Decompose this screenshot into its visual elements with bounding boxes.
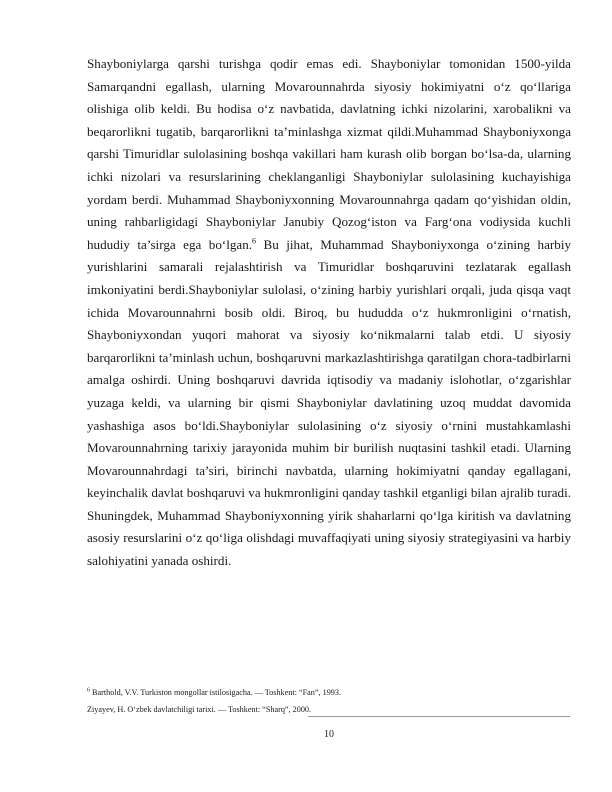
footnote-6 [87, 685, 571, 702]
page-number: 10 [324, 729, 334, 740]
body-text-part-2: Bu jihat, Muhammad Shayboniyxonga o‘zining harbiy yurishlarini samarali rejalashtirish va Timuridlar boshqaruvini tezlatarak egallash imkoniyatini berdi.Shayboniylar sulolasi, o‘zining harbiy yurishlari orqali, juda qisqa vaqt ichida Movarounnahrni bosib oldi. Biroq, bu hududda o‘z hukmronligini o‘rnatish, Shayboniyxondan yuqori mahorat va siyosiy ko‘nikmalarni talab etdi. U siyosiy barqarorlikni ta’minlash uchun, boshqaruvni markazlashtirishga qaratilgan chora-tadbirlarni amalga oshirdi. Uning boshqaruvi davrida iqtisodiy va madaniy islohotlar, o‘zgarishlar yuzaga keldi, va ularning bir qismi Shayboniylar davlatining uzoq muddat davomida yashashiga asos bo‘ldi.Shayboniylar sulolasining o‘z siyosiy o‘rnini mustahkamlashi Movarounnahrning tarixiy jarayonida muhim bir burilish nuqtasini tashkil etadi. Ularning Movarounnahrdagi ta’siri, birinchi navbatda, ularning hokimiyatni qanday egallagani, keyinchalik davlat boshqaruvi va hukmronligini qanday tashkil etganligi bilan ajralib turadi. Shuningdek, Muhammad Shayboniyxonning yirik shaharlarni qo‘lga kiritish va davlatning asosiy resurslarini o‘z qo‘liga olishdagi muvaffaqiyati uning siyosiy strategiyasini va harbiy salohiyatini yanada oshirdi. [87, 236, 572, 569]
body-text-part-1: Shayboniylarga qarshi turishga qodir emas edi. Shayboniylar tomonidan 1500-yilda Samarqandni egallash, ularning Movarounnahrda siyosiy hokimiyatni o‘z qo‘llariga olishiga olib keldi. Bu hodisa o‘z navbatida, davlatning ichki nizolarini, xarobalikni va beqarorlikni tugatib, barqarorlikni ta’minlashga xizmat qildi.Muhammad Shayboniyxonga qarshi Timuridlar sulolasining boshqa vakillari ham kurash olib borgan bo‘lsa-da, ularning ichki nizolari va resurslarining cheklanganligi Shayboniylar sulolasining kuchayishiga yordam berdi. Muhammad Shayboniyxonning Movarounnahrga qadam qo‘yishidan oldin, uning rahbarligidagi Shayboniylar Janubiy Qozog‘iston va Farg‘ona vodiysida kuchli hududiy ta’sirga ega bo‘lgan. [87, 56, 571, 252]
footnote-text: Barthold, V.V. Turkiston mongollar istilosigacha. — Toshkent: “Fan”, 1993. [90, 688, 342, 697]
footnote-reference[interactable]: 6 [252, 236, 257, 246]
footnotes [87, 685, 571, 718]
footnote-text: Ziyayev, H. O‘zbek davlatchiligi tarixi. — Toshkent: “Sharq”, 2000. [87, 704, 312, 714]
body-paragraph [87, 53, 571, 573]
footnote-marker: 6 [87, 687, 90, 694]
footer-rule [308, 716, 570, 717]
